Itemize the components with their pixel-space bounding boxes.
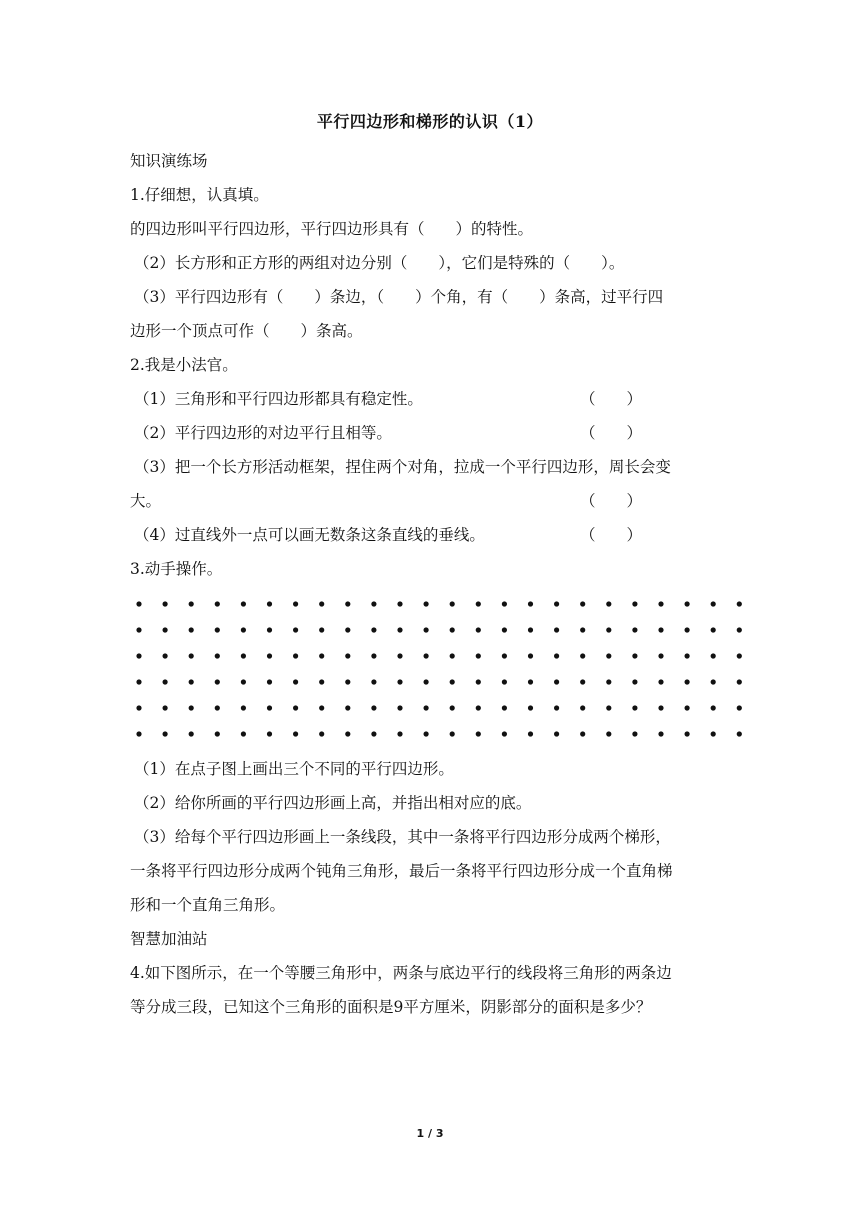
grid-dot <box>241 679 246 684</box>
grid-dot <box>163 627 168 632</box>
grid-dot <box>319 705 324 710</box>
grid-dot <box>711 653 716 658</box>
grid-dot <box>371 679 376 684</box>
grid-dot <box>685 679 690 684</box>
grid-dot <box>685 601 690 606</box>
grid-dot <box>424 679 429 684</box>
judge-item-text: （1）三角形和平行四边形都具有稳定性。 <box>134 390 423 408</box>
grid-dot <box>737 731 742 736</box>
grid-dot <box>267 601 272 606</box>
grid-dot <box>136 705 141 710</box>
judge-answer-blank: （ ） <box>580 526 643 544</box>
grid-dot <box>737 601 742 606</box>
grid-dot <box>685 627 690 632</box>
grid-dot <box>711 705 716 710</box>
grid-dot <box>580 601 585 606</box>
grid-dot <box>424 731 429 736</box>
grid-dot <box>606 679 611 684</box>
grid-dot <box>371 627 376 632</box>
grid-dot <box>397 731 402 736</box>
grid-dot <box>606 627 611 632</box>
grid-dot <box>450 627 455 632</box>
grid-dot <box>345 679 350 684</box>
question-1-line: （2）长方形和正方形的两组对边分别（ ），它们是特殊的（ ）。 <box>134 254 625 272</box>
grid-dot <box>397 627 402 632</box>
grid-dot <box>711 627 716 632</box>
grid-dot <box>215 731 220 736</box>
grid-dot <box>267 653 272 658</box>
grid-dot <box>424 601 429 606</box>
grid-dot <box>606 705 611 710</box>
grid-dot <box>189 653 194 658</box>
dot-grid <box>130 590 746 750</box>
grid-dot <box>580 653 585 658</box>
grid-dot <box>241 705 246 710</box>
question-3-line: （1）在点子图上画出三个不同的平行四边形。 <box>134 760 454 778</box>
grid-dot <box>345 601 350 606</box>
grid-dot <box>554 731 559 736</box>
worksheet-content <box>130 144 746 1024</box>
grid-dot <box>528 653 533 658</box>
grid-dot <box>293 627 298 632</box>
grid-dot <box>606 731 611 736</box>
grid-dot <box>476 627 481 632</box>
grid-dot <box>267 627 272 632</box>
grid-dot <box>528 705 533 710</box>
judge-answer-blank: （ ） <box>580 424 643 442</box>
grid-dot <box>606 653 611 658</box>
grid-dot <box>658 653 663 658</box>
grid-dot <box>189 627 194 632</box>
judge-item-text: （3）把一个长方形活动框架，捏住两个对角，拉成一个平行四边形，周长会变 <box>134 458 671 476</box>
grid-dot <box>163 601 168 606</box>
grid-dot <box>580 731 585 736</box>
grid-dot <box>215 705 220 710</box>
grid-dot <box>215 653 220 658</box>
grid-dot <box>528 731 533 736</box>
grid-dot <box>502 705 507 710</box>
grid-dot <box>241 731 246 736</box>
grid-dot <box>554 601 559 606</box>
question-3-heading: 3.动手操作。 <box>130 560 223 578</box>
grid-dot <box>189 601 194 606</box>
grid-dot <box>632 705 637 710</box>
grid-dot <box>658 705 663 710</box>
judge-item-text: （2）平行四边形的对边平行且相等。 <box>134 424 392 442</box>
grid-dot <box>163 679 168 684</box>
grid-dot <box>319 627 324 632</box>
grid-dot <box>371 731 376 736</box>
grid-dot <box>658 627 663 632</box>
grid-dot <box>685 653 690 658</box>
grid-dot <box>189 731 194 736</box>
grid-dot <box>319 731 324 736</box>
judge-item <box>130 450 746 484</box>
grid-dot <box>528 601 533 606</box>
judge-item-text: 大。 <box>130 492 162 510</box>
grid-dot <box>632 679 637 684</box>
question-3-line: （2）给你所画的平行四边形画上高，并指出相对应的底。 <box>134 794 532 812</box>
grid-dot <box>580 679 585 684</box>
grid-dot <box>345 731 350 736</box>
grid-dot <box>737 679 742 684</box>
grid-dot <box>632 653 637 658</box>
grid-dot <box>424 705 429 710</box>
grid-dot <box>658 731 663 736</box>
judge-item <box>130 416 746 450</box>
grid-dot <box>554 627 559 632</box>
grid-dot <box>215 601 220 606</box>
grid-dot <box>685 731 690 736</box>
grid-dot <box>528 679 533 684</box>
judge-item <box>130 518 746 552</box>
grid-dot <box>711 679 716 684</box>
grid-dot <box>502 627 507 632</box>
question-3-line: 形和一个直角三角形。 <box>130 896 286 914</box>
grid-dot <box>554 705 559 710</box>
grid-dot <box>163 731 168 736</box>
grid-dot <box>528 627 533 632</box>
grid-dot <box>476 601 481 606</box>
dot-grid-canvas <box>130 590 746 750</box>
grid-dot <box>476 705 481 710</box>
grid-dot <box>319 679 324 684</box>
grid-dot <box>189 679 194 684</box>
grid-dot <box>711 601 716 606</box>
grid-dot <box>580 627 585 632</box>
grid-dot <box>136 601 141 606</box>
question-1-line: （3）平行四边形有（ ）条边，（ ）个角，有（ ）条高，过平行四 <box>134 288 664 306</box>
grid-dot <box>267 705 272 710</box>
grid-dot <box>424 653 429 658</box>
grid-dot <box>450 601 455 606</box>
grid-dot <box>606 601 611 606</box>
grid-dot <box>163 653 168 658</box>
grid-dot <box>450 653 455 658</box>
grid-dot <box>136 731 141 736</box>
judge-item <box>130 382 746 416</box>
grid-dot <box>476 731 481 736</box>
grid-dot <box>136 653 141 658</box>
grid-dot <box>319 653 324 658</box>
grid-dot <box>737 653 742 658</box>
grid-dot <box>371 601 376 606</box>
grid-dot <box>502 653 507 658</box>
grid-dot <box>397 679 402 684</box>
grid-dot <box>345 705 350 710</box>
grid-dot <box>737 705 742 710</box>
grid-dot <box>371 653 376 658</box>
grid-dot <box>293 705 298 710</box>
section-heading: 知识演练场 <box>130 152 208 170</box>
grid-dot <box>241 653 246 658</box>
grid-dot <box>580 705 585 710</box>
grid-dot <box>267 679 272 684</box>
question-3-line: 一条将平行四边形分成两个钝角三角形，最后一条将平行四边形分成一个直角梯 <box>130 862 673 880</box>
grid-dot <box>632 601 637 606</box>
grid-dot <box>241 601 246 606</box>
grid-dot <box>293 731 298 736</box>
grid-dot <box>476 653 481 658</box>
grid-dot <box>502 731 507 736</box>
grid-dot <box>658 601 663 606</box>
grid-dot <box>267 731 272 736</box>
section-heading: 智慧加油站 <box>130 930 208 948</box>
grid-dot <box>293 679 298 684</box>
grid-dot <box>450 731 455 736</box>
grid-dot <box>424 627 429 632</box>
question-1-line: 边形一个顶点可作（ ）条高。 <box>130 322 363 340</box>
question-4-line: 等分成三段，已知这个三角形的面积是9平方厘米，阴影部分的面积是多少？ <box>130 998 652 1016</box>
question-4-line: 4.如下图所示，在一个等腰三角形中，两条与底边平行的线段将三角形的两条边 <box>130 964 672 982</box>
question-1-line: 的四边形叫平行四边形，平行四边形具有（ ）的特性。 <box>130 220 534 238</box>
judge-item-text: （4）过直线外一点可以画无数条这条直线的垂线。 <box>134 526 485 544</box>
grid-dot <box>711 731 716 736</box>
grid-dot <box>685 705 690 710</box>
grid-dot <box>345 627 350 632</box>
grid-dot <box>215 627 220 632</box>
judge-item <box>130 484 746 518</box>
page-title: 平行四边形和梯形的认识（1） <box>316 112 544 131</box>
grid-dot <box>371 705 376 710</box>
grid-dot <box>450 705 455 710</box>
grid-dot <box>241 627 246 632</box>
question-3-line: （3）给每个平行四边形画上一条线段，其中一条将平行四边形分成两个梯形， <box>134 828 671 846</box>
grid-dot <box>632 627 637 632</box>
grid-dot <box>163 705 168 710</box>
grid-dot <box>345 653 350 658</box>
grid-dot <box>737 627 742 632</box>
grid-dot <box>450 679 455 684</box>
grid-dot <box>397 653 402 658</box>
grid-dot <box>319 601 324 606</box>
grid-dot <box>476 679 481 684</box>
grid-dot <box>136 627 141 632</box>
grid-dot <box>502 679 507 684</box>
grid-dot <box>397 601 402 606</box>
grid-dot <box>293 653 298 658</box>
grid-dot <box>658 679 663 684</box>
question-1-heading: 1.仔细想，认真填。 <box>130 186 269 204</box>
page-number: 1 / 3 <box>416 1127 444 1140</box>
grid-dot <box>554 679 559 684</box>
grid-dot <box>502 601 507 606</box>
grid-dot <box>554 653 559 658</box>
judge-answer-blank: （ ） <box>580 390 643 408</box>
grid-dot <box>397 705 402 710</box>
question-2-heading: 2.我是小法官。 <box>130 356 238 374</box>
grid-dot <box>136 679 141 684</box>
grid-dot <box>293 601 298 606</box>
grid-dot <box>632 731 637 736</box>
judge-answer-blank: （ ） <box>580 492 643 510</box>
grid-dot <box>215 679 220 684</box>
grid-dot <box>189 705 194 710</box>
